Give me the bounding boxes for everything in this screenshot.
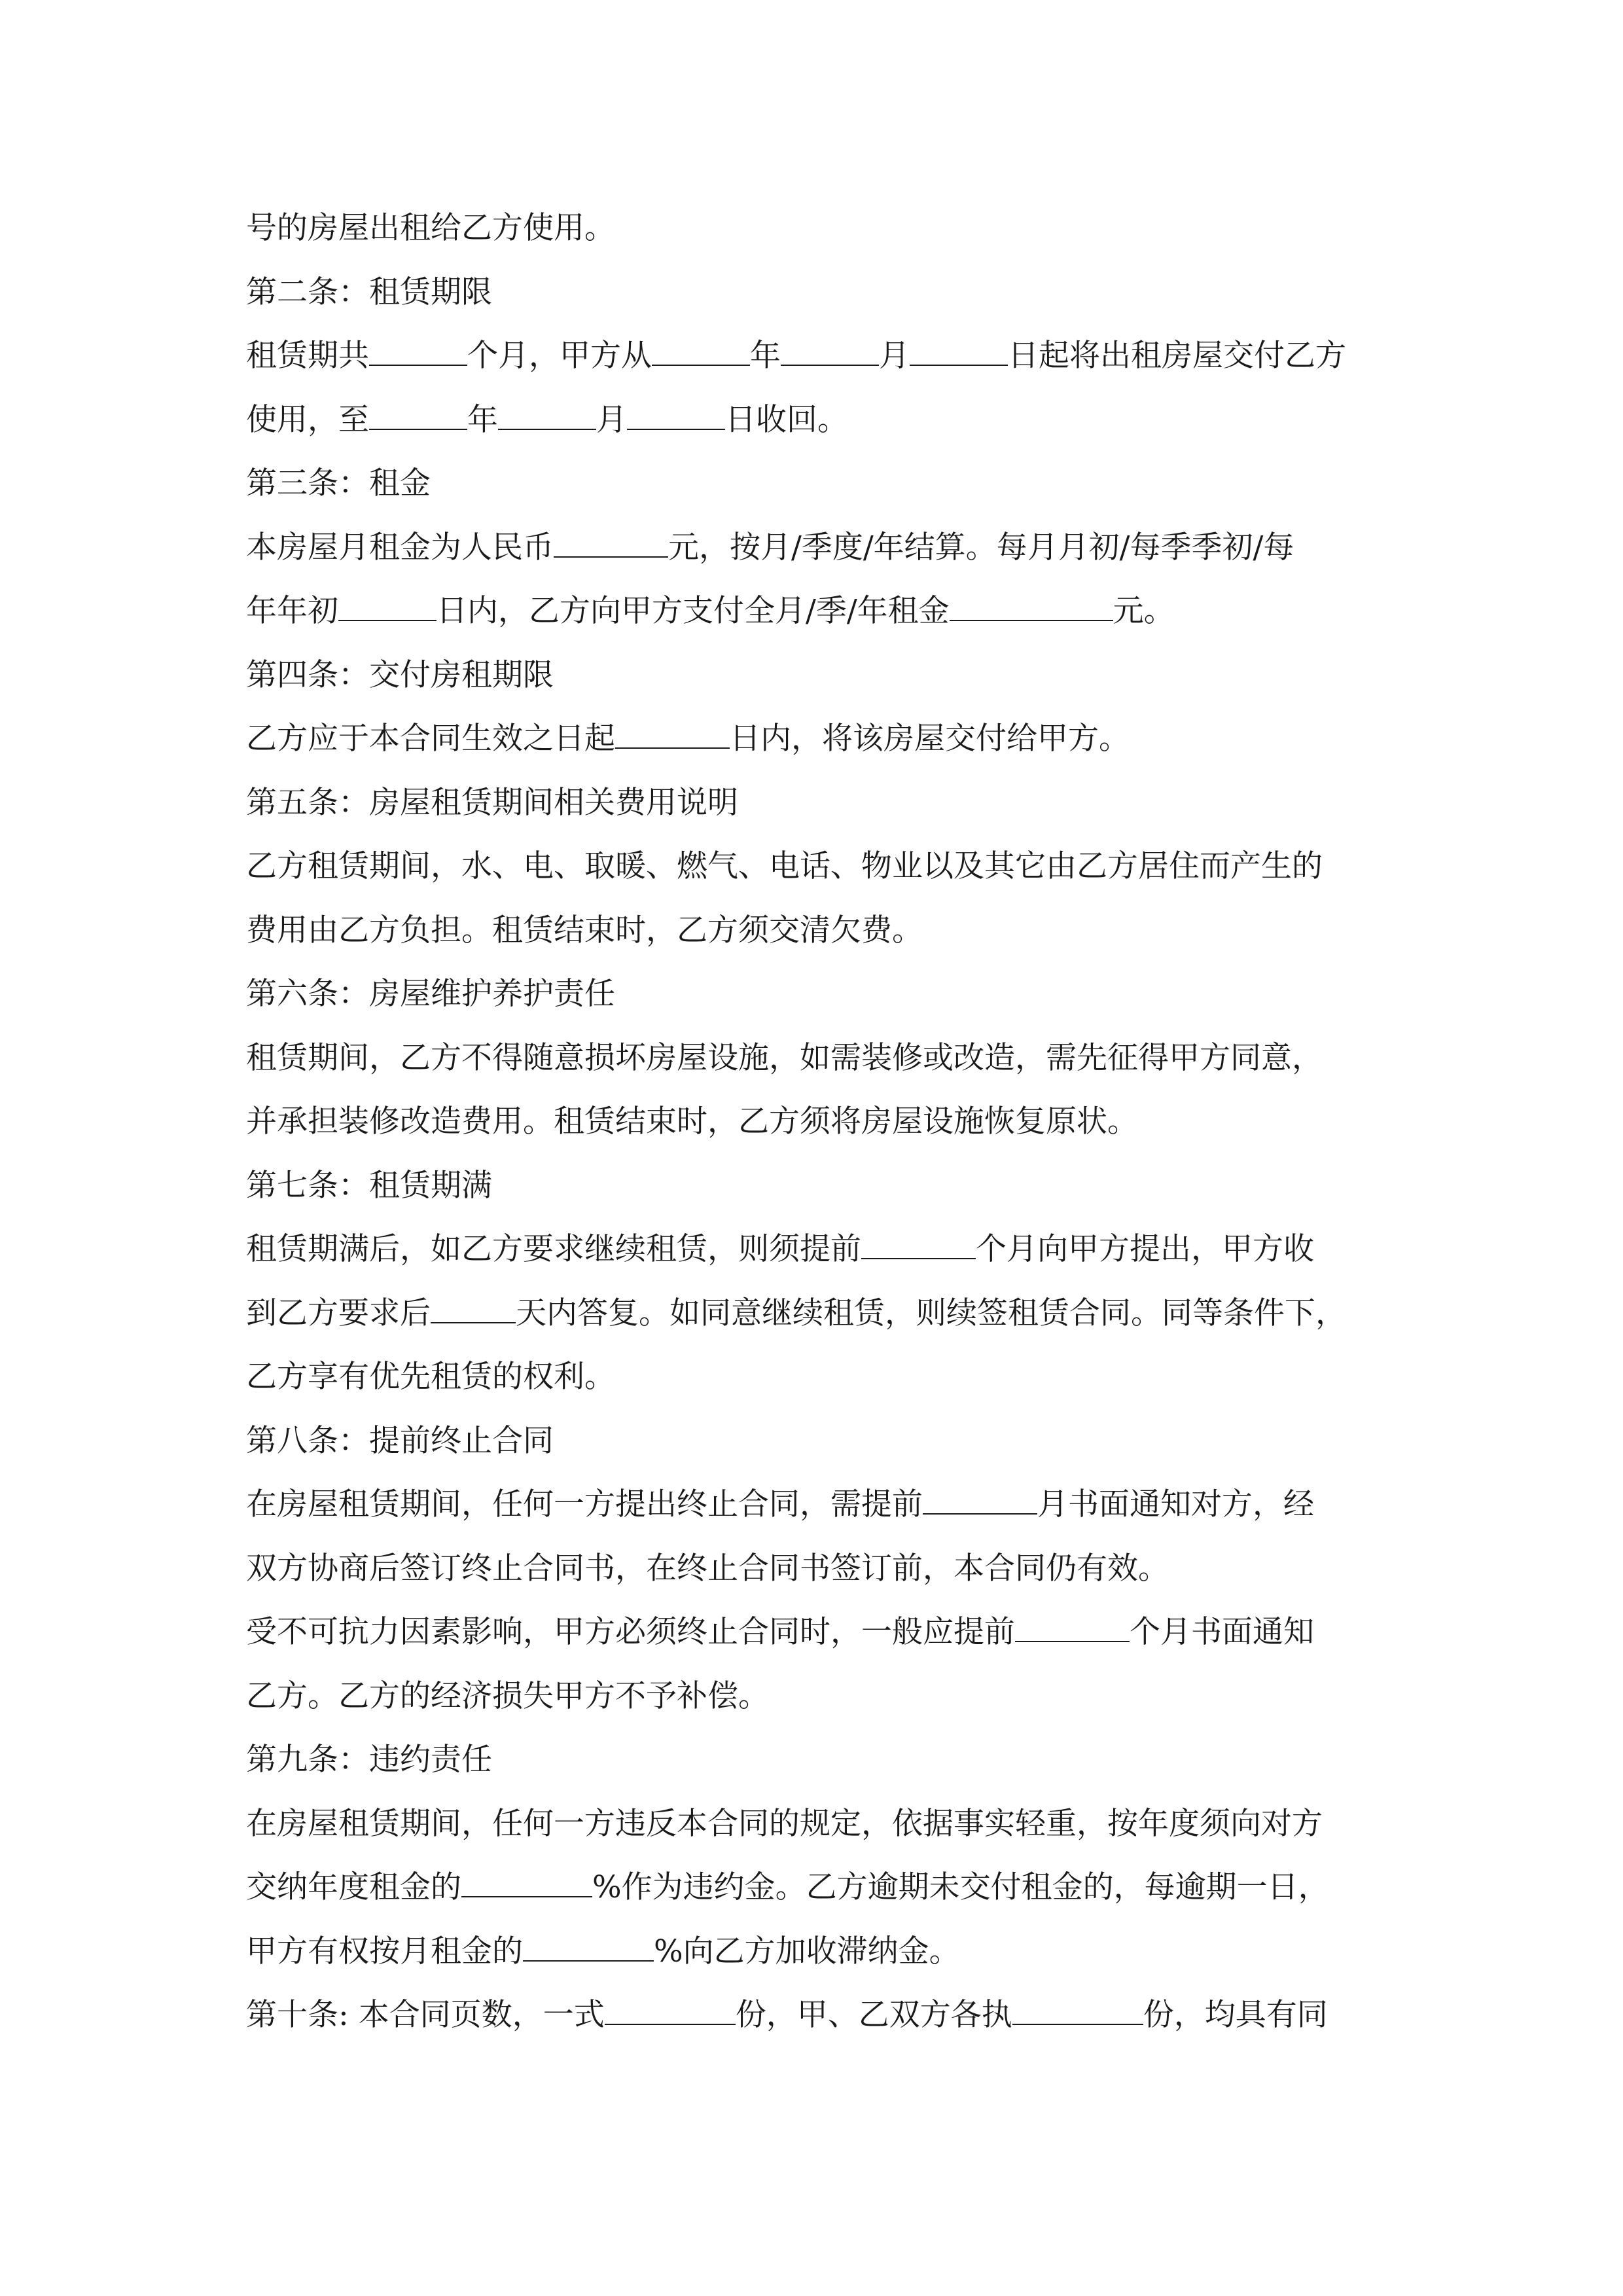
fill-in-blank[interactable] (950, 595, 1113, 621)
text-segment: 日内，将该房屋交付给甲方。 (730, 721, 1130, 757)
text-line (246, 516, 1398, 580)
text-line (246, 1983, 1398, 2047)
text-line (246, 1920, 1398, 1984)
text-segment: 乙方应于本合同生效之日起 (246, 721, 615, 757)
text-segment: 天内答复。如同意继续租赁，则续签租赁合同。同等条件下， (516, 1295, 1346, 1331)
text-line: 费用由乙方负担。租赁结束时，乙方须交清欠费。 (246, 912, 923, 948)
text-segment: 交纳年度租金的 (246, 1869, 461, 1905)
text-line (246, 1600, 1398, 1664)
text-segment: 使用，至 (246, 401, 369, 438)
fill-in-blank[interactable] (338, 595, 437, 621)
text-segment: 日收回。 (725, 401, 848, 438)
text-line: 第三条：租金 (246, 465, 431, 501)
text-segment: 月 (879, 338, 910, 374)
text-segment: 个月向甲方提出，甲方收 (976, 1231, 1314, 1267)
fill-in-blank[interactable] (861, 1233, 976, 1259)
text-segment: 份，均具有同 (1143, 1997, 1328, 2033)
text-line (246, 1856, 1398, 1920)
text-line: 第六条：房屋维护养护责任 (246, 976, 615, 1012)
text-segment: 个月，甲方从 (467, 338, 652, 374)
text-segment: 在房屋租赁期间，任何一方提出终止合同，需提前 (246, 1486, 923, 1522)
text-segment: 日起将出租房屋交付乙方 (1008, 338, 1346, 374)
text-line: 第五条：房屋租赁期间相关费用说明 (246, 784, 738, 821)
fill-in-blank[interactable] (498, 404, 596, 430)
text-line: 第八条：提前终止合同 (246, 1422, 554, 1459)
text-segment: %作为违约金。乙方逾期未交付租金的，每逾期一日， (592, 1869, 1329, 1905)
fill-in-blank[interactable] (369, 404, 467, 430)
text-line: 乙方享有优先租赁的权利。 (246, 1359, 615, 1395)
text-line: 第九条：违约责任 (246, 1742, 492, 1778)
text-segment: %向乙方加收滞纳金。 (654, 1933, 960, 1969)
text-line (246, 707, 1398, 771)
text-segment: 租赁期满后，如乙方要求继续租赁，则须提前 (246, 1231, 861, 1267)
text-segment: 本房屋月租金为人民币 (246, 529, 554, 565)
text-segment: 年 (750, 338, 781, 374)
text-segment: 甲方有权按月租金的 (246, 1933, 523, 1969)
fill-in-blank[interactable] (431, 1297, 516, 1323)
fill-in-blank[interactable] (781, 340, 879, 366)
text-line: 租赁期间，乙方不得随意损坏房屋设施，如需装修或改造，需先征得甲方同意， (246, 1039, 1323, 1076)
fill-in-blank[interactable] (652, 340, 750, 366)
text-segment: 受不可抗力因素影响，甲方必须终止合同时，一般应提前 (246, 1614, 1015, 1650)
text-line: 乙方租赁期间，水、电、取暖、燃气、电话、物业以及其它由乙方居住而产生的 (246, 848, 1323, 884)
fill-in-blank[interactable] (615, 723, 730, 749)
fill-in-blank[interactable] (461, 1871, 592, 1897)
text-segment: 第十条: 本合同页数，一式 (246, 1997, 605, 2033)
text-line: 双方协商后签订终止合同书，在终止合同书签订前，本合同仍有效。 (246, 1550, 1169, 1587)
text-line (246, 324, 1398, 388)
fill-in-blank[interactable] (554, 531, 668, 558)
fill-in-blank[interactable] (923, 1488, 1037, 1515)
text-line (246, 1217, 1398, 1282)
text-segment: 租赁期共 (246, 338, 369, 374)
text-segment: 份，甲、乙双方各执 (735, 1997, 1012, 2033)
fill-in-blank[interactable] (369, 340, 467, 366)
text-line: 第七条：租赁期满 (246, 1167, 492, 1204)
text-segment: 年年初 (246, 593, 338, 629)
text-line (246, 388, 1398, 452)
text-segment: 到乙方要求后 (246, 1295, 431, 1331)
fill-in-blank[interactable] (910, 340, 1008, 366)
fill-in-blank[interactable] (605, 1999, 736, 2025)
text-line: 乙方。乙方的经济损失甲方不予补偿。 (246, 1677, 769, 1714)
fill-in-blank[interactable] (1012, 1999, 1143, 2025)
text-segment: 月书面通知对方，经 (1037, 1486, 1314, 1522)
text-segment: 个月书面通知 (1130, 1614, 1314, 1650)
fill-in-blank[interactable] (1015, 1616, 1130, 1642)
text-line: 并承担装修改造费用。租赁结束时，乙方须将房屋设施恢复原状。 (246, 1103, 1138, 1139)
text-segment: 元。 (1113, 593, 1175, 629)
text-line: 第二条：租赁期限 (246, 274, 492, 310)
fill-in-blank[interactable] (523, 1935, 654, 1962)
text-segment: 年 (467, 401, 498, 438)
contract-text-body (246, 196, 1398, 2047)
text-line (246, 579, 1398, 643)
text-line (246, 1282, 1398, 1346)
text-segment: 月 (596, 401, 627, 438)
text-line: 号的房屋出租给乙方使用。 (246, 210, 615, 246)
fill-in-blank[interactable] (627, 404, 725, 430)
text-segment: 日内，乙方向甲方支付全月/季/年租金 (437, 593, 950, 629)
text-line: 第四条：交付房租期限 (246, 656, 554, 693)
text-segment: 元，按月/季度/年结算。每月月初/每季季初/每 (668, 529, 1294, 565)
text-line (246, 1473, 1398, 1537)
text-line: 在房屋租赁期间，任何一方违反本合同的规定，依据事实轻重，按年度须向对方 (246, 1805, 1323, 1842)
